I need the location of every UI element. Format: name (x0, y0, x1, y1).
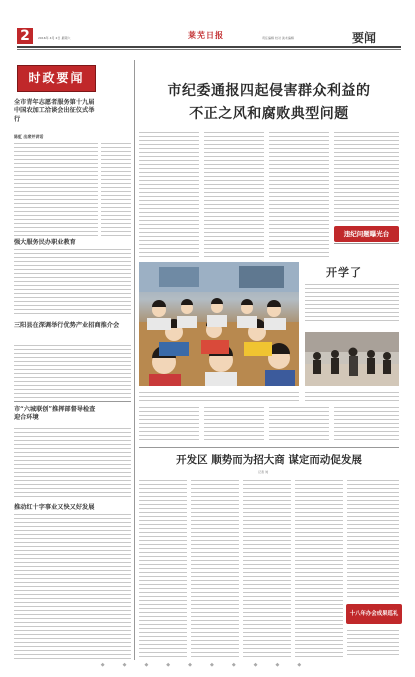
feature-col-1 (139, 478, 187, 658)
sidebar-story-body-3 (14, 343, 131, 398)
kaixue-caption (305, 282, 399, 324)
photo-caption-bar (139, 390, 299, 402)
feature-col-4 (295, 478, 343, 658)
lead-lower-col-2 (204, 405, 264, 441)
sidebar-story-headline-3: 三阳县在深调举行优势产业招商推介会 (14, 322, 120, 329)
lead-lower-col-4 (334, 405, 399, 441)
lead-bottom-rule (139, 447, 399, 448)
lead-headline-line-1: 市纪委通报四起侵害群众利益的 (167, 83, 371, 99)
feature-col-5 (347, 478, 399, 598)
date-line: 2016年 4月 2日 星期六 (38, 36, 71, 40)
classroom-photo (139, 262, 299, 386)
feature-col-2 (191, 478, 239, 658)
lead-headline-line-2: 不正之风和腐败典型问题 (189, 106, 349, 122)
masthead-logo: 莱芜日报 (188, 30, 224, 40)
footer-ornament: ◆◆◆◆◆◆◆◆◆◆ (100, 662, 320, 668)
bottom-banner (346, 604, 402, 624)
feature-byline: 记者 刘 (258, 470, 268, 474)
feature-headline: 开发区 顺势而为招大商 谋定而动促发展 (176, 454, 362, 466)
sidebar-story-headline-2: 强大服务民办职业教育 (14, 239, 76, 246)
sidebar-story-headline-1: 全市青年志愿者服务第十九届中国农加工洽谈会出征仪式举行 (14, 99, 95, 123)
sidebar-story-body-4 (14, 426, 131, 499)
exposure-banner (334, 226, 399, 242)
header-rule-thin (17, 49, 401, 50)
sidebar-column-title: 时政要闻 (28, 71, 85, 85)
lead-lower-col-3 (269, 405, 329, 441)
header-rule (17, 46, 401, 48)
feature-col-3 (243, 478, 291, 658)
lead-body-col-1 (139, 130, 199, 258)
lead-lower-col-1 (139, 405, 199, 441)
sidebar-story-headline-5: 推动红十字事业又快又好发展 (14, 504, 95, 511)
kaixue-photo-caption (305, 390, 399, 402)
kaixue-photo (305, 332, 399, 386)
sidebar-story-headline-4: 市“六城联创”推挥部督导检查迎合环境 (14, 406, 96, 422)
kaixue-photo-illustration (305, 332, 399, 386)
lead-body-col-2 (204, 130, 264, 258)
kaixue-title: 开学了 (326, 266, 362, 279)
page-number: 2 (17, 28, 33, 44)
sidebar-vertical-rule (134, 60, 135, 660)
bottom-banner-text: 十八年办会成果巡礼 (349, 611, 399, 617)
sidebar-story-body-1b (101, 141, 131, 237)
sidebar-divider (14, 401, 131, 402)
classroom-photo-illustration (139, 262, 299, 386)
sidebar-story-sub-1: 陈虹 出席并讲话 (14, 134, 44, 139)
sidebar-column-badge (17, 65, 96, 92)
exposure-banner-text: 违纪问题曝光台 (343, 230, 390, 238)
section-name: 要闻 (352, 31, 377, 45)
sidebar-story-body-5 (14, 512, 131, 660)
sidebar-story-body-2 (14, 247, 131, 317)
bottom-banner-under (347, 628, 399, 656)
lead-body-col-4 (334, 130, 399, 224)
lead-body-col-3 (269, 130, 329, 258)
banner-underline (334, 243, 399, 244)
editor-line: 责任编辑 校对 美术编辑 (262, 36, 294, 40)
sidebar-story-body-1 (14, 141, 98, 237)
